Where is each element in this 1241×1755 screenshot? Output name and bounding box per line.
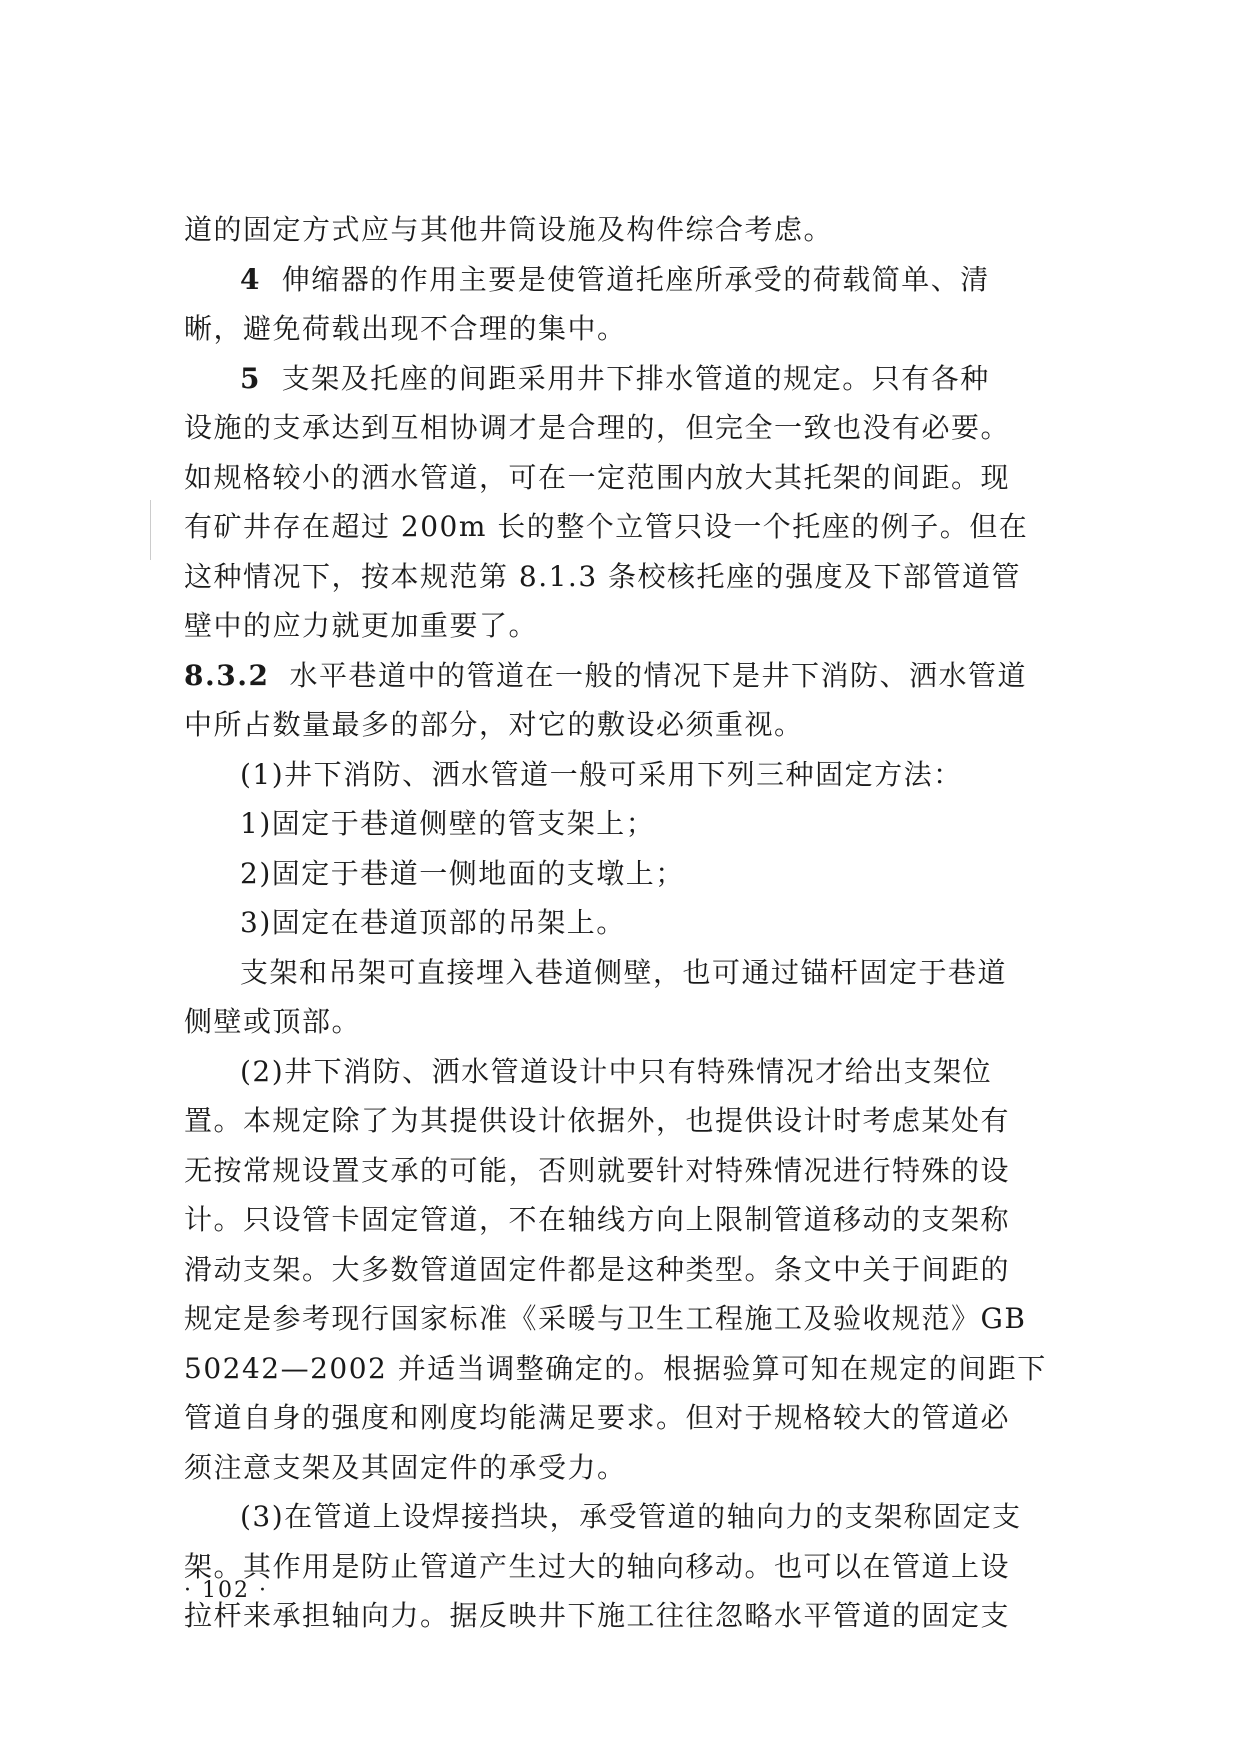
text-line: 规定是参考现行国家标准《采暖与卫生工程施工及验收规范》GB: [184, 1302, 1027, 1335]
text-line: 滑动支架。大多数管道固定件都是这种类型。条文中关于间距的: [184, 1252, 1011, 1286]
text-line: 2)固定于巷道一侧地面的支墩上；: [240, 856, 685, 890]
text-line: 无按常规设置支承的可能，否则就要针对特殊情况进行特殊的设: [184, 1153, 1011, 1187]
text-line: 须注意支架及其固定件的承受力。: [184, 1450, 627, 1484]
text-line: 5 支架及托座的间距采用井下排水管道的规定。只有各种: [240, 361, 990, 395]
text-line: 支架和吊架可直接埋入巷道侧壁，也可通过锚杆固定于巷道: [240, 955, 1008, 989]
text-line: 侧壁或顶部。: [184, 1005, 362, 1038]
text-line: 置。本规定除了为其提供设计依据外，也提供设计时考虑某处有: [184, 1104, 1011, 1137]
text-line: 如规格较小的洒水管道，可在一定范围内放大其托架的间距。现: [184, 460, 1011, 494]
text-line: 1)固定于巷道侧壁的管支架上；: [240, 807, 656, 840]
text-line: 有矿井存在超过 200m 长的整个立管只设一个托座的例子。但在: [184, 510, 1029, 543]
item-number: 5: [240, 361, 261, 395]
text-line: 50242—2002 并适当调整确定的。根据验算可知在规定的间距下: [184, 1351, 1047, 1385]
text-line: 8.3.2 水平巷道中的管道在一般的情况下是井下消防、洒水管道: [184, 658, 1027, 692]
item-number: 4: [240, 262, 261, 296]
page-number: · 102 ·: [184, 1578, 268, 1603]
text-line: 拉杆来承担轴向力。据反映井下施工往往忽略水平管道的固定支: [184, 1599, 1011, 1632]
body-text: [184, 205, 1054, 1641]
text-line: (2)井下消防、洒水管道设计中只有特殊情况才给出支架位: [240, 1054, 993, 1088]
text-line: 计。只设管卡固定管道，不在轴线方向上限制管道移动的支架称: [184, 1203, 1011, 1236]
text-line: 道的固定方式应与其他井筒设施及构件综合考虑。: [184, 213, 834, 246]
text-line: 3)固定在巷道顶部的吊架上。: [240, 906, 626, 939]
text-line: 中所占数量最多的部分，对它的敷设必须重视。: [184, 708, 804, 741]
clause-number: 8.3.2: [184, 658, 270, 692]
text-line: 管道自身的强度和刚度均能满足要求。但对于规格较大的管道必: [184, 1401, 1011, 1434]
text-line: 这种情况下，按本规范第 8.1.3 条校核托座的强度及下部管道管: [184, 559, 1022, 593]
text-line: 架。其作用是防止管道产生过大的轴向移动。也可以在管道上设: [184, 1549, 1011, 1583]
scan-margin-mark: [150, 500, 151, 560]
text-line: 壁中的应力就更加重要了。: [184, 609, 539, 642]
text-line: 4 伸缩器的作用主要是使管道托座所承受的荷载简单、清: [240, 262, 990, 296]
text-line: 晰，避免荷载出现不合理的集中。: [184, 312, 627, 345]
text-line: (1)井下消防、洒水管道一般可采用下列三种固定方法：: [240, 757, 963, 791]
text-line: (3)在管道上设焊接挡块，承受管道的轴向力的支架称固定支: [240, 1500, 1022, 1533]
text-line: 设施的支承达到互相协调才是合理的，但完全一致也没有必要。: [184, 411, 1011, 444]
